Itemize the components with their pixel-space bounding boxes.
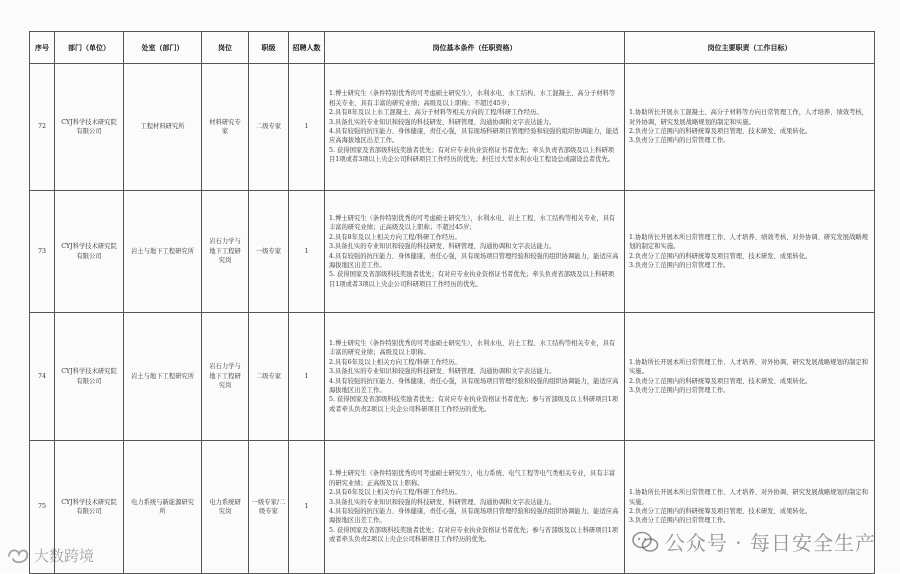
cell-office: 岩土与地下工程研究所 bbox=[124, 313, 202, 441]
duty-line: 2.负责分工范围内的科研统筹及项目管理、技术研发、成果转化。 bbox=[629, 128, 812, 135]
watermark-brand-text: 大数跨境 bbox=[34, 547, 95, 565]
cell-count: 1 bbox=[289, 191, 325, 313]
header-level: 职级 bbox=[249, 32, 289, 64]
cell-office: 电力系统与新能源研究所 bbox=[124, 441, 202, 574]
requirement-line: 3.具备扎实的专业知识和较强的科技研发、科研管理、沟通协调和文字表达能力。 bbox=[329, 118, 556, 126]
cell-level: 二级专家 bbox=[249, 64, 289, 191]
wechat-icon bbox=[631, 531, 659, 553]
duty-line: 1.协助所长开展本所日常管理工作、人才培养、对外协调、研究发展战略规划的制定和实施。 bbox=[629, 489, 868, 506]
job-table bbox=[29, 31, 875, 574]
table-row bbox=[30, 191, 875, 313]
header-count: 招聘人数 bbox=[289, 32, 325, 64]
header-dept: 部门（单位） bbox=[55, 32, 124, 64]
header-no: 序号 bbox=[30, 32, 55, 64]
duty-line: 3.负责分工范围内的日常管理工作。 bbox=[629, 386, 730, 394]
requirement-line: 4.具有较强的抗压能力、身体健康，责任心强，具有现场项目管理经验和较强的组织协调能力，能适应高海拔地区出差工作。 bbox=[329, 377, 619, 394]
cell-requirements bbox=[325, 64, 625, 191]
cell-count: 1 bbox=[289, 441, 325, 574]
requirement-line: 4.具有较强的抗压能力、身体健康，责任心强，具有现场科研项目管理经验和较强的组织协调能力，能适应高海拔地区出差工作。 bbox=[329, 128, 619, 145]
cell-post: 电力系统研究岗 bbox=[202, 441, 249, 574]
requirement-line: 5. 获得国家及省部级科技奖励者优先；有对应专业执业资格证书者优先；参与省部级及以上科研项目1项或者牵头负责2项以上央企公司科研项目工作经历的优先。 bbox=[329, 526, 619, 544]
cell-duties bbox=[625, 191, 875, 313]
requirement-line: 2.具有6年及以上相关方向工程/科研工作经历。 bbox=[329, 489, 461, 497]
brand-logo-icon bbox=[6, 546, 30, 566]
cell-duties bbox=[625, 313, 875, 441]
table-row bbox=[30, 313, 875, 441]
duty-line: 3.负责分工范围内的日常管理工作。 bbox=[629, 261, 730, 269]
duty-line: 2.负责分工范围内的科研统筹及项目管理、技术研发、成果转化。 bbox=[629, 377, 812, 385]
cell-office: 工程材料研究所 bbox=[124, 64, 202, 191]
cell-office: 岩土与地下工程研究所 bbox=[124, 191, 202, 313]
watermark-brand bbox=[6, 545, 94, 566]
duty-line: 2.负责分工范围内的科研统筹及项目管理、技术研发、成果转化。 bbox=[629, 508, 812, 515]
duty-line: 2.负责分工范围内的科研统筹及项目管理、技术研发、成果转化。 bbox=[629, 252, 812, 260]
table-header-row bbox=[30, 32, 875, 64]
cell-dept: CYJ科学技术研究院有限公司 bbox=[55, 441, 124, 574]
requirement-line: 2.具有8年及以上水工混凝土、高分子材料等相关方向的工程/科研工作经历。 bbox=[329, 109, 543, 117]
requirement-line: 5. 获得国家及省部级科技奖励者优先；有对应专业执业资格证书者优先；牵头负责省部级及以上科研项目1项或者3项以上央企公司科研项目工作经历的优先。 bbox=[329, 271, 615, 288]
cell-no: 75 bbox=[30, 441, 55, 574]
cell-no: 72 bbox=[30, 64, 55, 191]
requirement-line: 1.博士研究生（条件特别优秀的可考虑硕士研究生），水利水电、岩土工程、水工结构等相关专业，具有丰富的研究业绩；正高级及以上职称；不超过45岁； bbox=[329, 214, 616, 232]
cell-requirements bbox=[325, 441, 625, 574]
duty-line: 3.负责分工范围内的日常管理工作。 bbox=[629, 517, 730, 525]
watermark-text: 公众号 · 每日安全生产 bbox=[664, 531, 876, 555]
cell-level: 一级专家/二级专家 bbox=[249, 441, 289, 574]
cell-level: 二级专家 bbox=[249, 313, 289, 441]
watermark-wechat bbox=[631, 527, 876, 556]
requirement-line: 5. 获得国家及省部级科技奖励者优先；有对应专业执业资格证书者优先；参与省部级及以上科研项目1项或者牵头负责2项以上央企公司科研项目工作经历的优先。 bbox=[329, 396, 619, 413]
duty-line: 3.负责分工范围内的日常管理工作。 bbox=[629, 137, 730, 145]
requirement-line: 3.具备扎实的专业知识和较强的科技研发、科研管理、沟通协调和文字表达能力。 bbox=[329, 498, 556, 506]
requirement-line: 3.具备扎实的专业知识和较强的科技研发、科研管理、沟通协调和文字表达能力。 bbox=[329, 368, 556, 376]
cell-requirements bbox=[325, 313, 625, 441]
header-duties: 岗位主要职责（工作目标） bbox=[625, 32, 875, 64]
cell-dept: CYJ科学技术研究院有限公司 bbox=[55, 191, 124, 313]
cell-count: 1 bbox=[289, 64, 325, 191]
duty-line: 1.协助所长开展本所日常管理工作、人才培养、绩效考核、对外协调、研究发展战略规划的制定和实施。 bbox=[629, 233, 868, 251]
cell-post: 岩石力学与地下工程研究岗 bbox=[202, 313, 249, 441]
requirement-line: 5. 获得国家及省部级科技奖励者优先；有对应专业执业资格证书者优先；牵头负责省部级及以上科研项目1项或者3项以上央企公司科研项目工作经历的优先；担任过大型水利水电工程设总或副设总者优先。 bbox=[329, 146, 615, 164]
cell-dept: CYJ科学技术研究院有限公司 bbox=[55, 64, 124, 191]
requirement-line: 2.具有6年及以上相关方向工程/科研工作经历。 bbox=[329, 358, 461, 366]
cell-requirements bbox=[325, 191, 625, 313]
cell-dept: CYJ科学技术研究院有限公司 bbox=[55, 313, 124, 441]
cell-post: 岩石力学与地下工程研究岗 bbox=[202, 191, 249, 313]
cell-duties bbox=[625, 64, 875, 191]
requirement-line: 4.具有较强的抗压能力、身体健康，责任心强，具有现场项目管理经验和较强的组织协调能力，能适应高海拔地区出差工作。 bbox=[329, 508, 619, 525]
header-office: 处室（部门） bbox=[124, 32, 202, 64]
requirement-line: 2.具有8年及以上相关方向工程/科研工作经历。 bbox=[329, 233, 461, 241]
cell-post: 材料研究专家 bbox=[202, 64, 249, 191]
requirement-line: 1.博士研究生（条件特别优秀的可考虑硕士研究生），电力系统、电气工程等电气类相关专业，具有丰富的研究业绩；正高级及以上职称。 bbox=[329, 470, 616, 487]
table-row bbox=[30, 64, 875, 191]
duty-line: 1.协助所长开展水工混凝土、高分子材料等方向日常管理工作，人才培养、绩效考核，对外协调，研究发展战略规划的制定和实施。 bbox=[629, 109, 868, 126]
header-post: 岗位 bbox=[202, 32, 249, 64]
cell-no: 73 bbox=[30, 191, 55, 313]
requirement-line: 4.具有较强的抗压能力、身体健康，责任心强，具有现场项目管理经验和较强的组织协调能力，能适应高海拔地区出差工作。 bbox=[329, 252, 619, 269]
duty-line: 1.协助所长开展本所日常管理工作、人才培养、对外协调、研究发展战略规划的制定和实施。 bbox=[629, 358, 868, 376]
requirement-line: 1.博士研究生（条件特别优秀的可考虑硕士研究生），水利水电、水工结构、水工混凝土、高分子材料等相关专业，具有丰富的研究业绩；高级及以上职称；不超过45岁； bbox=[329, 90, 616, 107]
cell-count: 1 bbox=[289, 313, 325, 441]
cell-level: 一级专家 bbox=[249, 191, 289, 313]
requirement-line: 1.博士研究生（条件特别优秀的可考虑硕士研究生），水利水电、岩土工程、水工结构等相关专业，具有丰富的研究业绩；高级及以上职称。 bbox=[329, 339, 616, 357]
requirement-line: 3.具备扎实的专业知识和较强的科技研发、科研管理、沟通协调和文字表达能力。 bbox=[329, 243, 556, 251]
cell-no: 74 bbox=[30, 313, 55, 441]
header-requirements: 岗位基本条件（任职资格） bbox=[325, 32, 625, 64]
